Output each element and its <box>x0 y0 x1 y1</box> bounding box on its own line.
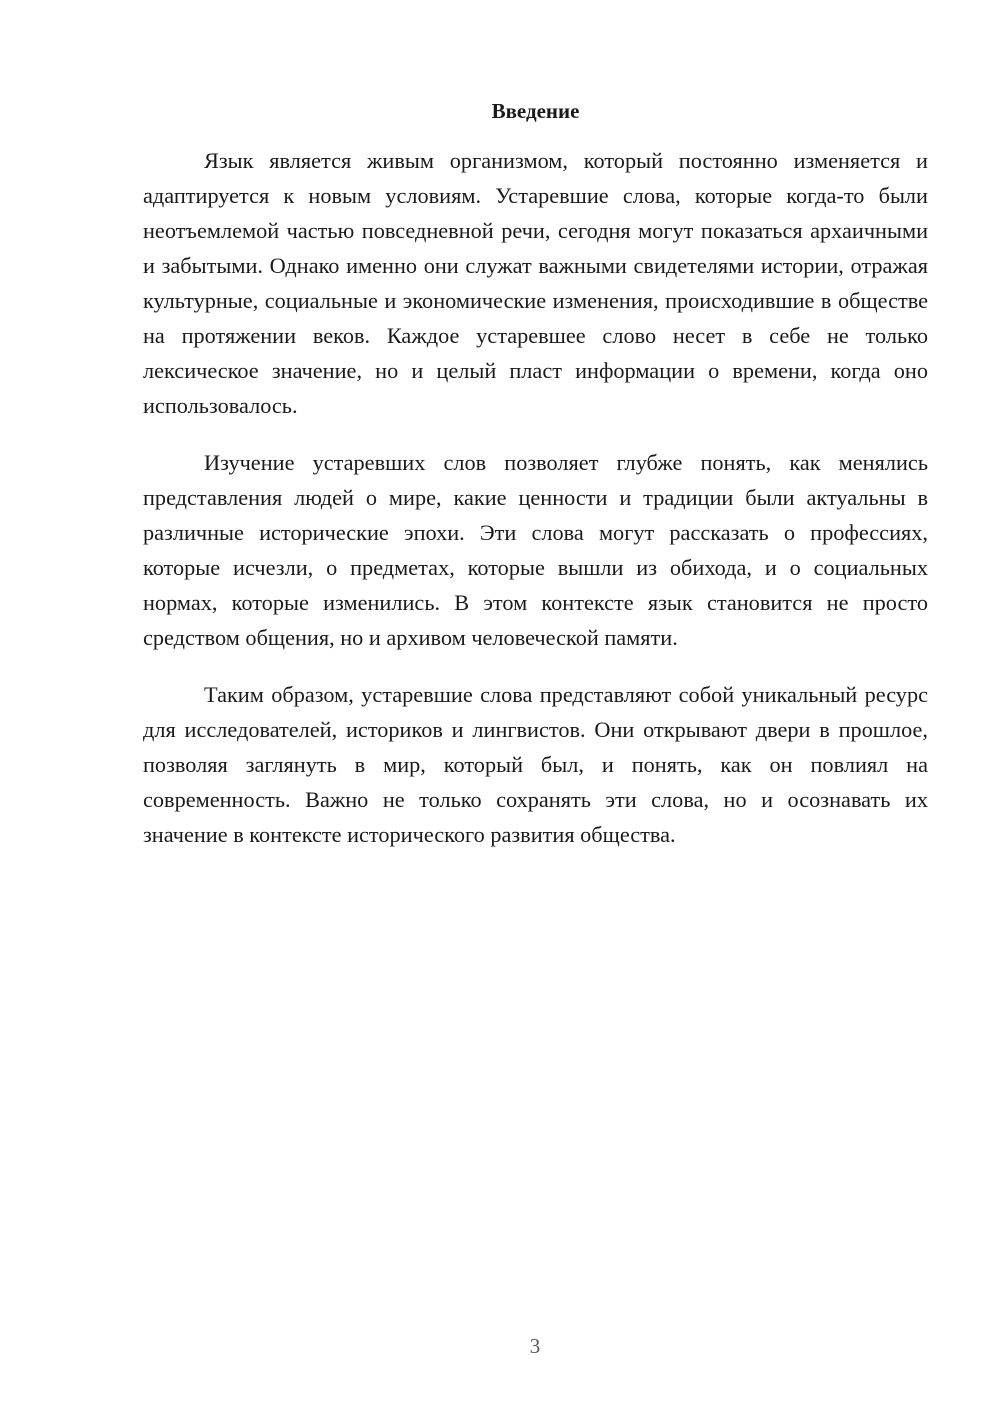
paragraph-1: Язык является живым организмом, который постоянно изменяется и адаптируется к новым условиям. Устаревшие слова, которые когда-то были неотъемлемой частью повседневной речи, сегодня могут показаться архаичными и забытыми. Однако именно они служат важными свидетелями истории, отражая культурные, социальные и экономические изменения, происходившие в обществе на протяжении веков. Каждое устаревшее слово несет в себе не только лексическое значение, но и целый пласт информации о времени, когда оно использовалось. <box>143 148 928 418</box>
body-text <box>143 143 928 874</box>
page-number: 3 <box>529 1334 541 1358</box>
page-title: Введение <box>491 99 580 123</box>
paragraph-3: Таким образом, устаревшие слова представляют собой уникальный ресурс для исследователей, историков и лингвистов. Они открывают двери в прошлое, позволяя заглянуть в мир, который был, и понять, как он повлиял на современность. Важно не только сохранять эти слова, но и осознавать их значение в контексте исторического развития общества. <box>143 682 928 847</box>
paragraph-2: Изучение устаревших слов позволяет глубже понять, как менялись представления людей о мире, какие ценности и традиции были актуальны в различные исторические эпохи. Эти слова могут рассказать о профессиях, которые исчезли, о предметах, которые вышли из обихода, и о социальных нормах, которые изменились. В этом контексте язык становится не просто средством общения, но и архивом человеческой памяти. <box>143 450 928 650</box>
